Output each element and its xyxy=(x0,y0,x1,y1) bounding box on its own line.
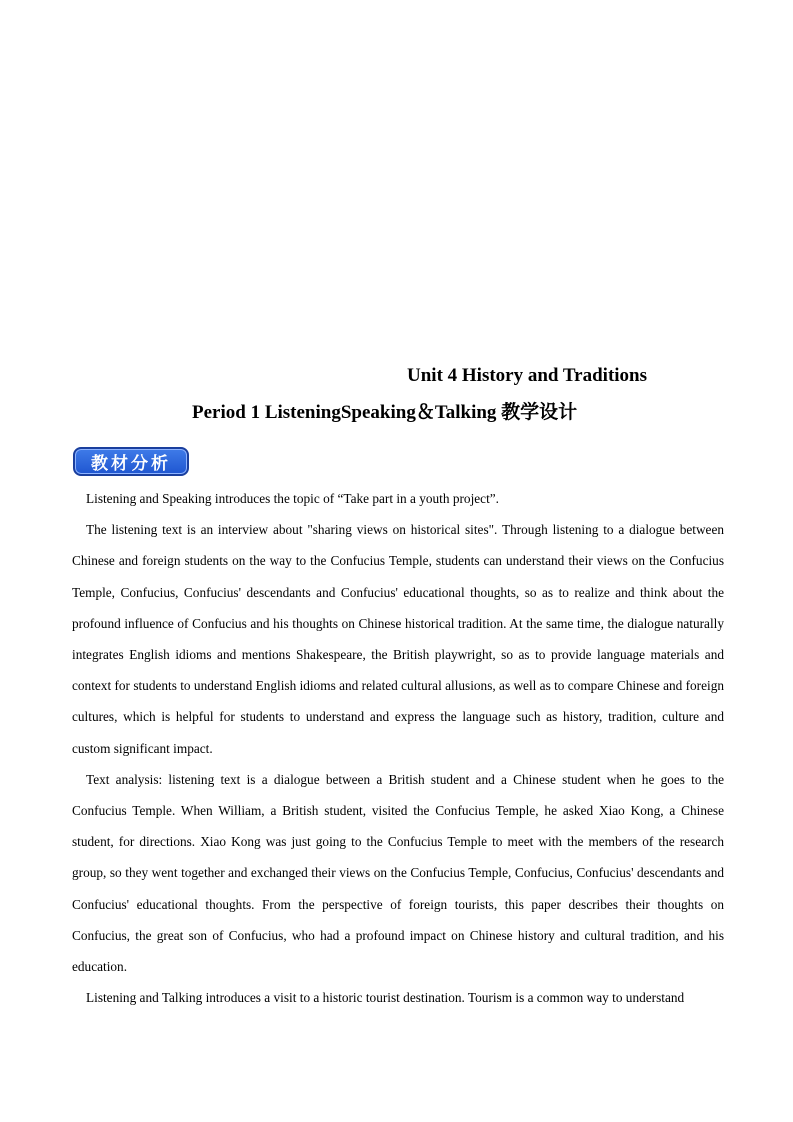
paragraph: Listening and Talking introduces a visit to a historic tourist destination. Tourism is a common way to understand xyxy=(86,990,685,1006)
document-subtitle: Period 1 ListeningSpeaking＆Talking 教学设计 xyxy=(192,402,578,423)
paragraph: The listening text is an interview about "sharing views on historical sites". Through listening to a dialogue between Chinese and foreign students on the way to the Confucius Temple, students can understand their views on the Confucius Temple, Confucius, Confucius' descendants and Confucius' educational thoughts, so as to realize and think about the profound influence of Confucius and his thoughts on Chinese historical tradition. At the same time, the dialogue naturally integrates English idioms and mentions Shakespeare, the British playwright, so as to provide language materials and context for students to understand English idioms and related cultural allusions, as well as to compare Chinese and foreign cultures, which is helpful for students to understand and express the language such as history, tradition, culture and custom significant impact. xyxy=(72,522,724,756)
section-heading-badge xyxy=(73,447,189,476)
paragraph: Listening and Speaking introduces the topic of “Take part in a youth project”. xyxy=(86,491,499,506)
body-text xyxy=(72,483,724,1013)
paragraph: Text analysis: listening text is a dialogue between a British student and a Chinese student when he goes to the Confucius Temple. When William, a British student, visited the Confucius Temple, he asked Xiao Kong, a Chinese student, for directions. Xiao Kong was just going to the Confucius Temple to meet with the members of the research group, so they went together and exchanged their views on the Confucius Temple, Confucius, Confucius' descendants and Confucius' educational thoughts. From the perspective of foreign tourists, this paper describes their thoughts on Confucius, the great son of Confucius, who had a profound impact on Chinese history and cultural tradition, and his education. xyxy=(72,771,724,975)
section-heading-label: 教材分析 xyxy=(91,454,171,474)
document-title: Unit 4 History and Traditions xyxy=(407,365,648,386)
